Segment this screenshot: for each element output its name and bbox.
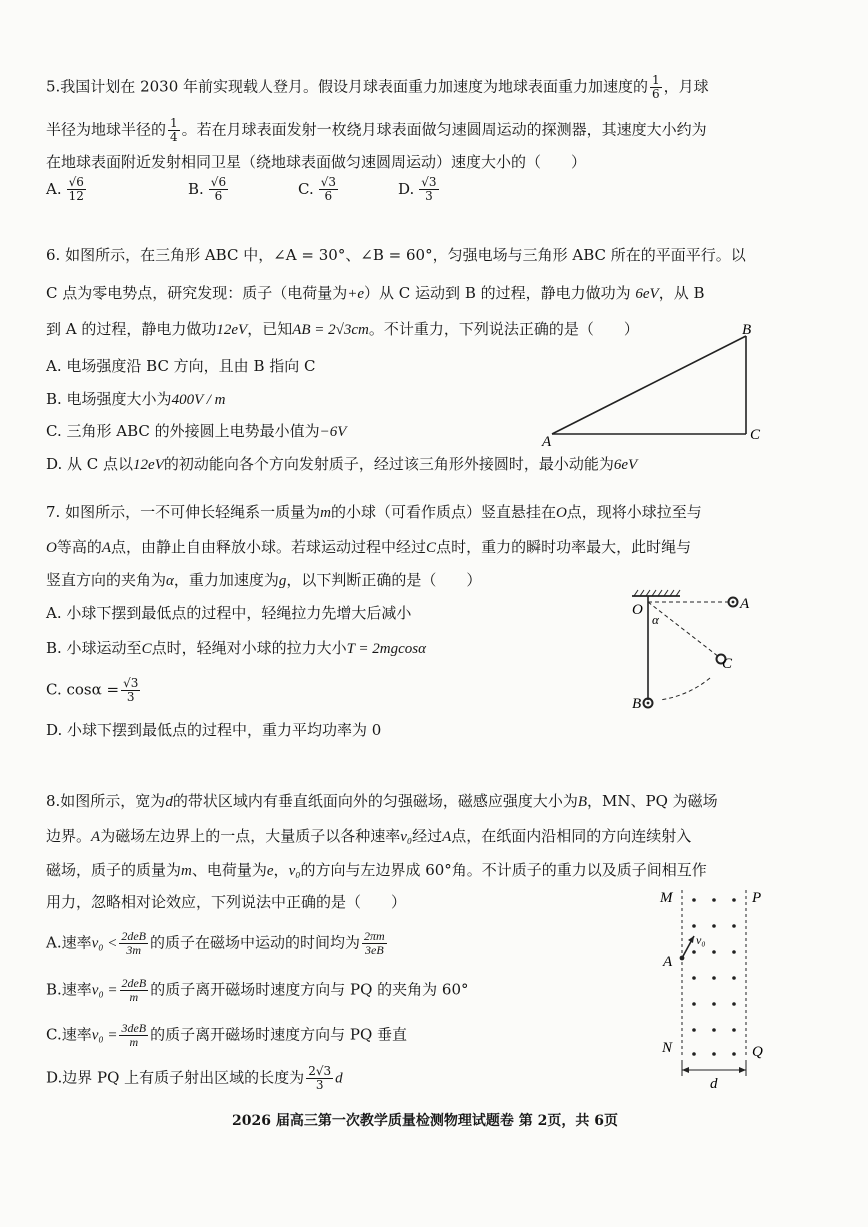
q6-label-a: A xyxy=(542,434,552,450)
q5-line2: 半径为地球半径的 $\frac{1}{4}$ 。若在月球表面发射一枚绕月球表面做匀速圆周运动的探测器，其速度大小约为 xyxy=(46,116,707,144)
q6-label-c: C xyxy=(750,427,761,443)
q7-option-c[interactable]: C. cosα = $\frac{√3}{3}$ xyxy=(46,676,139,704)
q5-line1: 5.我国计划在 2030 年前实现载人登月。假设月球表面重力加速度为地球表面重力加速度的 $\frac{1}{6}$ ，月球 xyxy=(46,73,709,101)
q7-label-c: C xyxy=(722,656,733,672)
q6-triangle-figure xyxy=(540,322,770,452)
q5-option-c[interactable]: C. $\frac{√3}{6}$ xyxy=(298,175,336,203)
q7-line1: 7. 如图所示，一不可伸长轻绳系一质量为m的小球（可看作质点）竖直悬挂在O点，现将小球拉至与 xyxy=(46,503,702,521)
q8-option-b[interactable]: B.速率v₀ = $\frac{\text{2deB}}{m}$ 的质子离开磁场时速度方向与 PQ 的夹角为 60° xyxy=(46,976,469,1004)
q6-option-a[interactable]: A. 电场强度沿 BC 方向，且由 B 指向 C xyxy=(46,357,316,375)
q7-option-a[interactable]: A. 小球下摆到最低点的过程中，轻绳拉力先增大后减小 xyxy=(46,604,412,622)
q8-label-q: Q xyxy=(752,1044,763,1060)
q6-option-b[interactable]: B. 电场强度大小为400V / m xyxy=(46,390,226,408)
q7-label-a: A xyxy=(740,596,750,612)
q8-line1: 8.如图所示，宽为d的带状区域内有垂直纸面向外的匀强磁场，磁感应强度大小为B，MN、PQ 为磁场 xyxy=(46,792,718,810)
q8-label-m: M xyxy=(660,890,673,906)
q6-option-c[interactable]: C. 三角形 ABC 的外接圆上电势最小值为−6V xyxy=(46,422,347,440)
q6-line2: C 点为零电势点，研究发现：质子（电荷量为+e）从 C 运动到 B 的过程，静电力做功为 6eV，从 B xyxy=(46,284,705,302)
q8-line3: 磁场，质子的质量为m、电荷量为e，v₀的方向与左边界成 60°角。不计质子的重力以及质子间相互作 xyxy=(46,861,707,879)
q5-option-a[interactable]: A. $\frac{√6}{12}$ xyxy=(46,175,84,203)
q8-label-d: d xyxy=(710,1076,718,1092)
page-footer: 2026 届高三第一次教学质量检测物理试题卷 第 2页，共 6页 xyxy=(232,1113,618,1129)
q7-ceiling-hatch xyxy=(634,590,680,596)
q5-fraction-one-sixth: $\frac{1}{6}$ xyxy=(652,73,660,101)
q8-option-c[interactable]: C.速率v₀ = $\frac{\text{3deB}}{m}$ 的质子离开磁场时速度方向与 PQ 垂直 xyxy=(46,1021,408,1049)
q7-dashed-rope-to-c xyxy=(648,602,719,657)
q7-option-d[interactable]: D. 小球下摆到最低点的过程中，重力平均功率为 0 xyxy=(46,721,382,739)
q6-line3: 到 A 的过程，静电力做功12eV，已知AB = 2√3cm。不计重力，下列说法正确的是（ ） xyxy=(46,320,639,338)
q8-label-p: P xyxy=(752,890,762,906)
q6-side-ab xyxy=(552,336,746,434)
q6-line1: 6. 如图所示，在三角形 ABC 中，∠A = 30°、∠B = 60°，匀强电场与三角形 ABC 所在的平面平行。以 xyxy=(46,246,746,264)
q7-line3: 竖直方向的夹角为α，重力加速度为g，以下判断正确的是（ ） xyxy=(46,571,482,589)
q8-option-d[interactable]: D.边界 PQ 上有质子射出区域的长度为 $\frac{2√3}{3}$ d xyxy=(46,1064,343,1092)
q7-option-b[interactable]: B. 小球运动至C点时，轻绳对小球的拉力大小T = 2mgcosα xyxy=(46,639,426,657)
q8-label-v0: v₀ xyxy=(696,933,706,947)
q8-line4: 用力，忽略相对论效应，下列说法中正确的是（ ） xyxy=(46,893,407,911)
q5-option-b[interactable]: B. $\frac{√6}{6}$ xyxy=(188,175,227,203)
q7-swing-arc xyxy=(660,678,710,700)
q5-line3: 在地球表面附近发射相同卫星（绕地球表面做匀速圆周运动）速度大小的（ ） xyxy=(46,153,587,171)
q8-field-dots xyxy=(692,898,736,1056)
q8-line2: 边界。A为磁场左边界上的一点，大量质子以各种速率v₀经过A点，在纸面内沿相同的方向连续射入 xyxy=(46,827,692,845)
q5-fraction-one-quarter: $\frac{1}{4}$ xyxy=(170,116,178,144)
q7-line2: O等高的A点，由静止自由释放小球。若球运动过程中经过C点时，重力的瞬时功率最大，此时绳与 xyxy=(46,538,692,556)
q8-label-n: N xyxy=(662,1040,673,1056)
q5-option-d[interactable]: D. $\frac{√3}{3}$ xyxy=(398,175,437,203)
q7-label-o: O xyxy=(632,602,643,618)
q8-magnetic-field-figure xyxy=(658,884,778,1094)
q7-label-b: B xyxy=(632,696,642,712)
q6-label-b: B xyxy=(742,322,752,338)
q7-pendulum-figure xyxy=(618,586,778,716)
q7-label-alpha: α xyxy=(652,612,659,627)
q8-option-a[interactable]: A.速率v₀ < $\frac{\text{2deB}}{3m}$ 的质子在磁场中运动的时间均为 $\frac{2\pi m}{3eB}$ xyxy=(46,929,385,957)
q6-option-d[interactable]: D. 从 C 点以12eV的初动能向各个方向发射质子，经过该三角形外接圆时，最小动能为6eV xyxy=(46,455,638,473)
q8-label-a: A xyxy=(663,954,673,970)
